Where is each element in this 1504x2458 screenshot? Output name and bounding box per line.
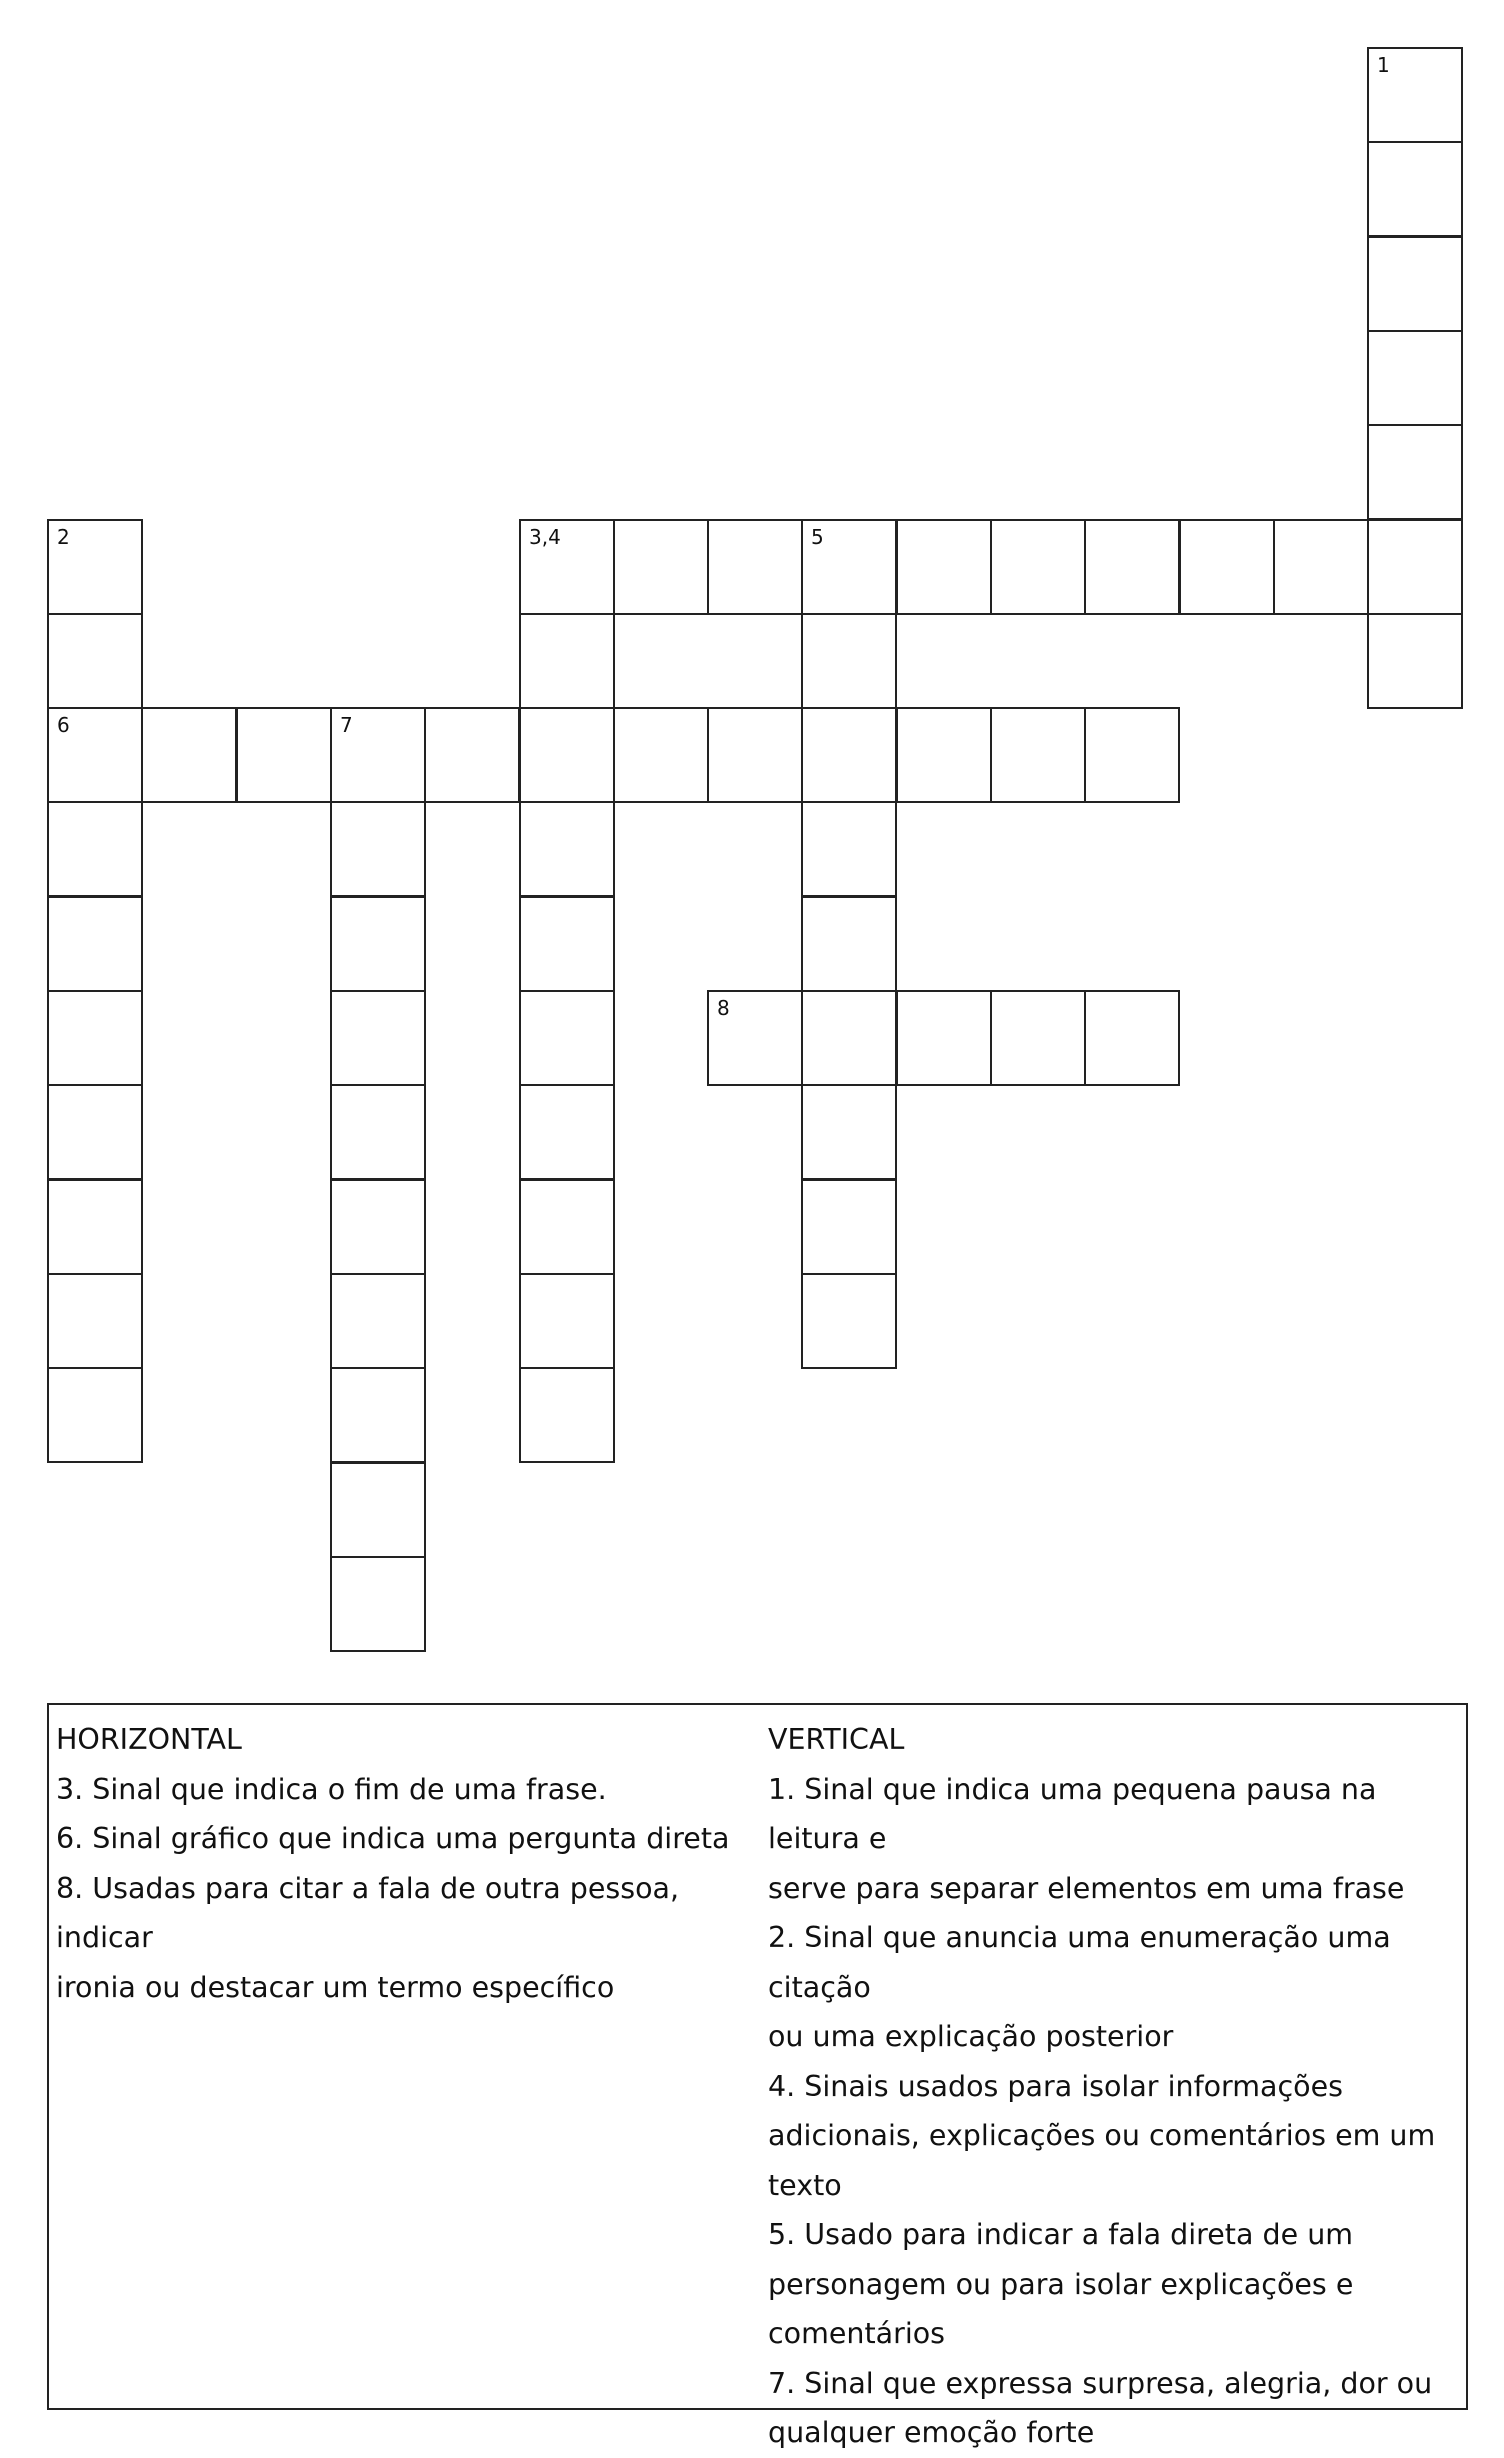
grid-cell[interactable] xyxy=(47,1179,143,1275)
horizontal-clues xyxy=(56,1715,756,2012)
horizontal-heading: HORIZONTAL xyxy=(56,1723,242,1756)
grid-cell[interactable] xyxy=(1367,613,1463,709)
grid-cell[interactable] xyxy=(990,519,1086,615)
grid-cell[interactable] xyxy=(330,1556,426,1652)
grid-cell[interactable] xyxy=(47,707,143,803)
grid-cell[interactable] xyxy=(47,519,143,615)
clue-number: 3,4 xyxy=(529,525,561,549)
vertical-clue-line: 7. Sinal que expressa surpresa, alegria, dor ou xyxy=(768,2366,1433,2400)
vertical-clue-line: personagem ou para isolar explicações e xyxy=(768,2267,1354,2301)
vertical-clue-line: 4. Sinais usados para isolar informações xyxy=(768,2069,1343,2103)
clue-number: 1 xyxy=(1377,53,1390,77)
grid-cell[interactable] xyxy=(1367,47,1463,143)
horizontal-clue-line: 6. Sinal gráfico que indica uma pergunta direta xyxy=(56,1822,730,1855)
horizontal-clue-line: ironia ou destacar um termo específico xyxy=(56,1970,615,2004)
grid-cell[interactable] xyxy=(47,990,143,1086)
grid-cell[interactable] xyxy=(801,1179,897,1275)
grid-cell[interactable] xyxy=(330,896,426,992)
grid-cell[interactable] xyxy=(801,896,897,992)
grid-cell[interactable] xyxy=(801,1084,897,1180)
grid-cell[interactable] xyxy=(330,801,426,897)
grid-cell[interactable] xyxy=(896,990,992,1086)
grid-cell[interactable] xyxy=(707,990,803,1086)
grid-cell[interactable] xyxy=(1367,236,1463,332)
vertical-heading: VERTICAL xyxy=(768,1723,905,1756)
grid-cell[interactable] xyxy=(1273,519,1369,615)
grid-cell[interactable] xyxy=(424,707,520,803)
clue-number: 7 xyxy=(340,713,353,737)
grid-cell[interactable] xyxy=(1367,519,1463,615)
vertical-clue-line: 1. Sinal que indica uma pequena pausa na leitura e xyxy=(768,1772,1377,1855)
grid-cell[interactable] xyxy=(519,707,615,803)
vertical-clue-line: adicionais, explicações ou comentários em um xyxy=(768,2119,1436,2152)
grid-cell[interactable] xyxy=(330,1462,426,1558)
vertical-clues xyxy=(768,1715,1468,2458)
grid-cell[interactable] xyxy=(47,613,143,709)
grid-cell[interactable] xyxy=(330,1273,426,1369)
clue-number: 6 xyxy=(57,713,70,737)
grid-cell[interactable] xyxy=(1084,519,1180,615)
grid-cell[interactable] xyxy=(801,613,897,709)
grid-cell[interactable] xyxy=(519,896,615,992)
grid-cell[interactable] xyxy=(519,801,615,897)
vertical-clue-line: texto xyxy=(768,2168,842,2202)
grid-cell[interactable] xyxy=(801,990,897,1086)
grid-cell[interactable] xyxy=(801,1273,897,1369)
horizontal-clue-line: 8. Usadas para citar a fala de outra pessoa, indicar xyxy=(56,1871,680,1954)
grid-cell[interactable] xyxy=(707,707,803,803)
grid-cell[interactable] xyxy=(1084,990,1180,1086)
grid-cell[interactable] xyxy=(47,1367,143,1463)
grid-cell[interactable] xyxy=(1367,424,1463,520)
horizontal-clue-line: 3. Sinal que indica o fim de uma frase. xyxy=(56,1772,607,1806)
grid-cell[interactable] xyxy=(519,1367,615,1463)
grid-cell[interactable] xyxy=(990,990,1086,1086)
grid-cell[interactable] xyxy=(1084,707,1180,803)
clues-box xyxy=(47,1703,1468,2449)
vertical-clue-line: 5. Usado para indicar a fala direta de um xyxy=(768,2218,1354,2251)
grid-cell[interactable] xyxy=(47,1273,143,1369)
grid-cell[interactable] xyxy=(519,1084,615,1180)
vertical-clue-line: ou uma explicação posterior xyxy=(768,2020,1174,2053)
grid-cell[interactable] xyxy=(47,1084,143,1180)
grid-cell[interactable] xyxy=(801,707,897,803)
clue-number: 5 xyxy=(811,525,824,549)
grid-cell[interactable] xyxy=(330,990,426,1086)
grid-cell[interactable] xyxy=(519,990,615,1086)
grid-cell[interactable] xyxy=(519,1179,615,1275)
grid-cell[interactable] xyxy=(896,707,992,803)
clue-number: 8 xyxy=(717,996,730,1020)
grid-cell[interactable] xyxy=(236,707,332,803)
grid-cell[interactable] xyxy=(47,896,143,992)
grid-cell[interactable] xyxy=(990,707,1086,803)
grid-cell[interactable] xyxy=(801,519,897,615)
grid-cell[interactable] xyxy=(519,519,615,615)
grid-cell[interactable] xyxy=(47,801,143,897)
grid-cell[interactable] xyxy=(896,519,992,615)
grid-cell[interactable] xyxy=(613,519,709,615)
grid-cell[interactable] xyxy=(330,707,426,803)
grid-cell[interactable] xyxy=(707,519,803,615)
clue-number: 2 xyxy=(57,525,70,549)
grid-cell[interactable] xyxy=(330,1084,426,1180)
grid-cell[interactable] xyxy=(330,1179,426,1275)
grid-cell[interactable] xyxy=(519,1273,615,1369)
grid-cell[interactable] xyxy=(1367,330,1463,426)
vertical-clue-line: qualquer emoção forte xyxy=(768,2416,1095,2449)
grid-cell[interactable] xyxy=(141,707,237,803)
vertical-clue-line: comentários xyxy=(768,2317,946,2350)
grid-cell[interactable] xyxy=(330,1367,426,1463)
grid-cell[interactable] xyxy=(1179,519,1275,615)
vertical-clue-line: serve para separar elementos em uma frase xyxy=(768,1871,1405,1905)
vertical-clue-line: 2. Sinal que anuncia uma enumeração uma citação xyxy=(768,1921,1391,2004)
grid-cell[interactable] xyxy=(519,613,615,709)
grid-cell[interactable] xyxy=(1367,141,1463,237)
grid-cell[interactable] xyxy=(613,707,709,803)
grid-cell[interactable] xyxy=(801,801,897,897)
